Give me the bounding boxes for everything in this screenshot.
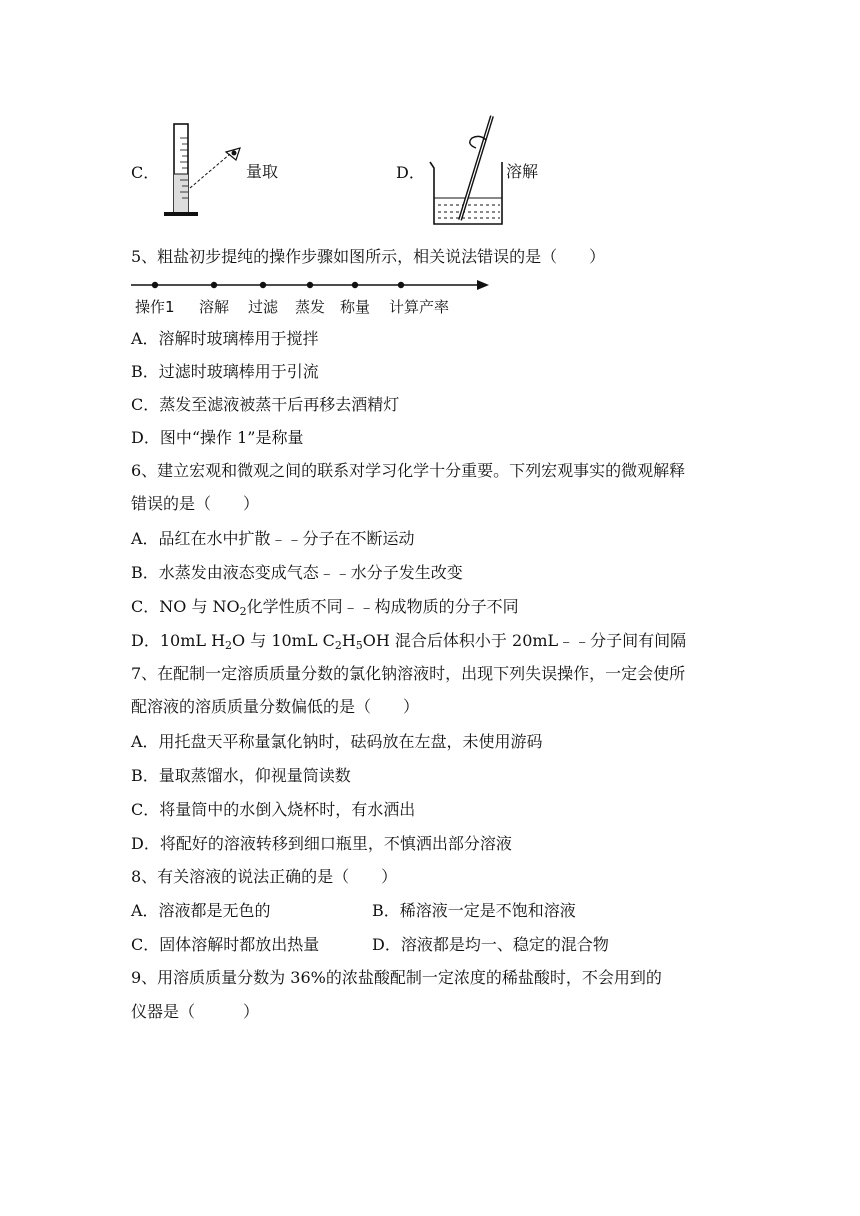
q5-option-a: A．溶解时玻璃棒用于搅拌 — [131, 329, 319, 348]
figure-d-caption: 溶解 — [506, 162, 539, 181]
q7-option-d: D．将配好的溶液转移到细口瓶里，不慎洒出部分溶液 — [131, 834, 512, 853]
q5-option-d: D．图中“操作 1”是称量 — [131, 428, 304, 447]
q6-option-d: D．10mL $H_2O$ 与 10mL $C_2H_5OH$ 混合后体积小于 20mL﹣﹣分子间有间隔 — [131, 631, 687, 652]
q5-option-c: C．蒸发至滤液被蒸干后再移去酒精灯 — [131, 395, 400, 414]
figure-c-caption: 量取 — [246, 162, 279, 181]
q8-option-c: C．固体溶解时都放出热量 — [131, 935, 320, 954]
q9-stem-line2: 仪器是（ ） — [131, 1002, 260, 1021]
step-label: 计算产率 — [389, 298, 450, 316]
q6-option-b: B．水蒸发由液态变成气态﹣﹣水分子发生改变 — [131, 563, 463, 582]
q8-option-d: D．溶液都是均一、稳定的混合物 — [372, 935, 609, 954]
step-label: 溶解 — [199, 298, 230, 316]
step-label: 蒸发 — [295, 298, 326, 316]
q6-option-a: A．品红在水中扩散﹣﹣分子在不断运动 — [131, 529, 415, 548]
q5-option-b: B．过滤时玻璃棒用于引流 — [131, 362, 319, 381]
q7-stem-line1: 7、在配制一定溶质质量分数的氯化钠溶液时，出现下列失误操作，一定会使所 — [131, 664, 686, 683]
q7-option-b: B．量取蒸馏水，仰视量筒读数 — [131, 766, 351, 785]
step-label: 称量 — [340, 298, 371, 316]
q6-stem-line1: 6、建立宏观和微观之间的联系对学习化学十分重要。下列宏观事实的微观解释 — [131, 461, 686, 480]
step-label: 操作1 — [135, 298, 175, 316]
q7-stem-line2: 配溶液的溶质质量分数偏低的是（ ） — [131, 697, 420, 716]
graduated-cylinder-eye-icon — [160, 118, 250, 218]
q5-step-diagram — [131, 276, 491, 320]
q7-option-a: A．用托盘天平称量氯化钠时，砝码放在左盘，未使用游码 — [131, 732, 543, 751]
q5-stem: 5、粗盐初步提纯的操作步骤如图所示，相关说法错误的是（ ） — [131, 247, 606, 266]
q8-stem: 8、有关溶液的说法正确的是（ ） — [131, 867, 398, 886]
q9-stem-line1: 9、用溶质质量分数为 36%的浓盐酸配制一定浓度的稀盐酸时，不会用到的 — [131, 968, 662, 987]
q8-option-b: B．稀溶液一定是不饱和溶液 — [372, 901, 576, 920]
q6-stem-line2: 错误的是（ ） — [131, 494, 260, 513]
option-c-letter: C． — [131, 163, 160, 182]
q8-option-a: A．溶液都是无色的 — [131, 901, 271, 920]
option-d-letter: D． — [396, 163, 425, 182]
step-arrow-icon — [131, 276, 491, 296]
q7-option-c: C．将量筒中的水倒入烧杯时，有水洒出 — [131, 800, 416, 819]
q6-option-c: C．NO 与 $NO_2$化学性质不同﹣﹣构成物质的分子不同 — [131, 597, 519, 618]
step-label: 过滤 — [248, 298, 279, 316]
beaker-stirring-rod-icon — [426, 110, 510, 230]
